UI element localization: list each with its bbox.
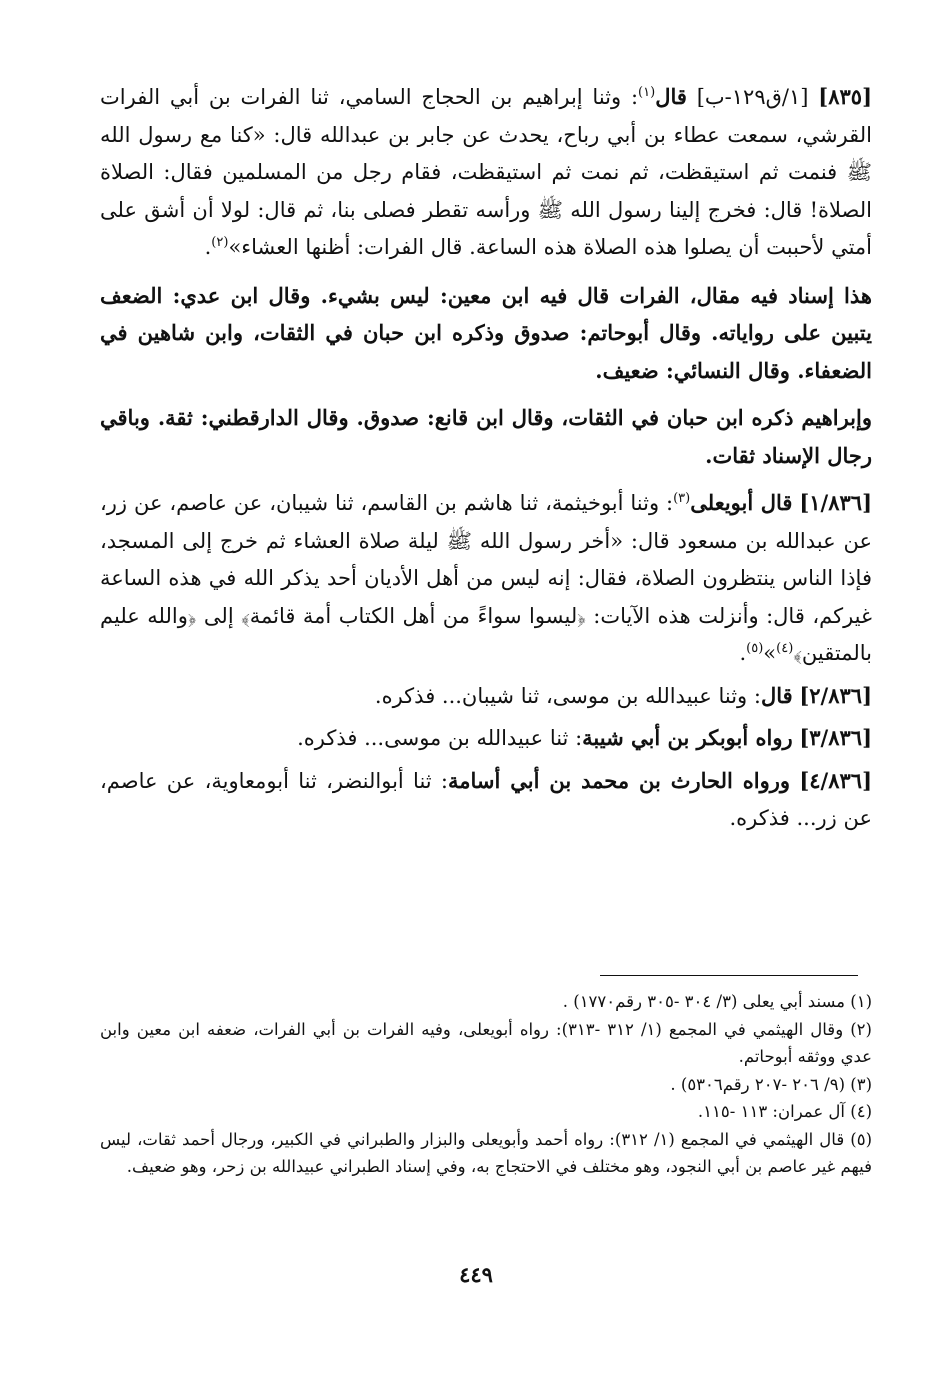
paragraph-lead: قال xyxy=(655,84,687,109)
footnote-ref: (٣) xyxy=(673,491,691,506)
footnote-ref: (٤) xyxy=(776,641,794,656)
paragraph-tail: . xyxy=(739,641,747,665)
hadith-number: [٣/٨٣٦] xyxy=(799,725,872,750)
footnote: (٤) آل عمران: ١١٣ -١١٥. xyxy=(697,1102,872,1121)
paragraph-836-4 xyxy=(100,762,872,838)
footnote: (١) مسند أبي يعلى (٣/ ٣٠٤ -٣٠٥ رقم١٧٧٠) . xyxy=(562,992,872,1011)
paragraph-lead: قال xyxy=(760,682,793,708)
quote-close: » xyxy=(763,641,777,665)
paragraph-text: : وثنا إبراهيم بن الحجاج السامي، ثنا الفرات بن أبي الفرات القرشي، سمعت عطاء بن أبي رباح، يحدث عن جابر بن عبدالله قال: «كنا مع رسول الله ﷺ فنمت ثم استيقظت، ثم نمت ثم استيقظت، فقام رجل من المسلمين فقال: الصلاة الصلاة! قال: فخرج إلينا رسول الله ﷺ ورأسه تقطر فصلى بنا، ثم قال: لولا أن أشق على أمتي لأحببت أن يصلوا هذه الصلاة هذه الساعة. قال الفرات: أظنها العشاء» xyxy=(100,85,872,259)
footnote-ref: (٢) xyxy=(211,235,229,250)
paragraph-text: : ثنا عبيدالله بن موسى... فذكره. xyxy=(297,726,583,750)
hadith-number: [٢/٨٣٦] xyxy=(799,682,872,708)
page-number: ٤٤٩ xyxy=(459,1262,493,1287)
paragraph-tail: . xyxy=(204,235,212,259)
hadith-number: [٨٣٥] xyxy=(818,84,872,109)
paragraph-text: هذا إسناد فيه مقال، الفرات قال فيه ابن معين: ليس بشيء. وقال ابن عدي: الضعف يتبين على رواياته. وقال أبوحاتم: صدوق وذكره ابن حبان في الثقات، وابن شاهين في الضعفاء. وقال النسائي: ضعيف. xyxy=(100,282,872,383)
paragraph-text: : ثنا أبوالنضر، ثنا أبومعاوية، عن عاصم، عن زر... فذكره. xyxy=(100,768,872,830)
commentary-paragraph xyxy=(100,399,872,474)
paragraph-text: : وثنا عبيدالله بن موسى، ثنا شيبان... فذكره. xyxy=(374,683,761,708)
paragraph-836-3 xyxy=(100,719,872,758)
paragraph-836-2 xyxy=(100,677,872,716)
paragraph-text: وإبراهيم ذكره ابن حبان في الثقات، وقال ابن قانع: صدوق. وقال الدارقطني: ثقة. وباقي رجال الإسناد ثقات. xyxy=(100,405,872,468)
footnote-ref: (١) xyxy=(638,85,656,100)
footnote: (٥) قال الهيثمي في المجمع (١/ ٣١٢): رواه أحمد وأبويعلى والبزار والطبراني في الكبير، ورجال أحمد ثقات، ليس فيهم غير عاصم بن أبي النجود، وهو مختلف في الاحتجاج به، وفي إسناد الطبراني عبيدالله بن زحر، وهو ضعيف. xyxy=(100,1129,873,1176)
main-text xyxy=(100,78,872,838)
paragraph-lead: رواه أبوبكر بن أبي شيبة xyxy=(582,725,793,750)
footnote-ref: (٥) xyxy=(746,641,764,656)
footnote-separator xyxy=(600,975,858,976)
paragraph-lead: ورواه الحارث بن محمد بن أبي أسامة xyxy=(447,767,791,793)
hadith-number: [١/٨٣٦] xyxy=(799,490,873,515)
paragraph-835 xyxy=(100,78,872,267)
commentary-paragraph xyxy=(100,277,872,390)
paragraph-836-1 xyxy=(100,484,872,673)
hadith-number: [٤/٨٣٦] xyxy=(799,767,872,793)
paragraph-lead: قال أبويعلى xyxy=(690,490,793,515)
footnote: (٣) (٩/ ٢٠٦ -٢٠٧ رقم٥٣٠٦) . xyxy=(670,1074,872,1094)
manuscript-ref: [١/ق١٢٩-ب] xyxy=(696,85,809,109)
footnote: (٢) وقال الهيثمي في المجمع (١/ ٣١٢ -٣١٣): رواه أبويعلى، وفيه الفرات بن أبي الفرات، ضعفه ابن معين وابن عدي ووثقه أبوحاتم. xyxy=(100,1019,872,1066)
footnotes xyxy=(100,988,872,1181)
paragraph-text: : وثنا أبوخيثمة، ثنا هاشم بن القاسم، ثنا شيبان، عن عاصم، عن زر، عن عبدالله بن مسعود قال: «أخر رسول الله ﷺ ليلة صلاة العشاء ثم خرج إلى المسجد، فإذا الناس ينتظرون الصلاة، فقال: إنه ليس من أهل الأديان أحد يذكر الله في هذه الساعة غيركم، قال: وأنزلت هذه الآيات: ﴿ليسوا سواءً من أهل الكتاب أمة قائمة﴾ إلى ﴿والله عليم بالمتقين﴾ xyxy=(100,491,872,665)
